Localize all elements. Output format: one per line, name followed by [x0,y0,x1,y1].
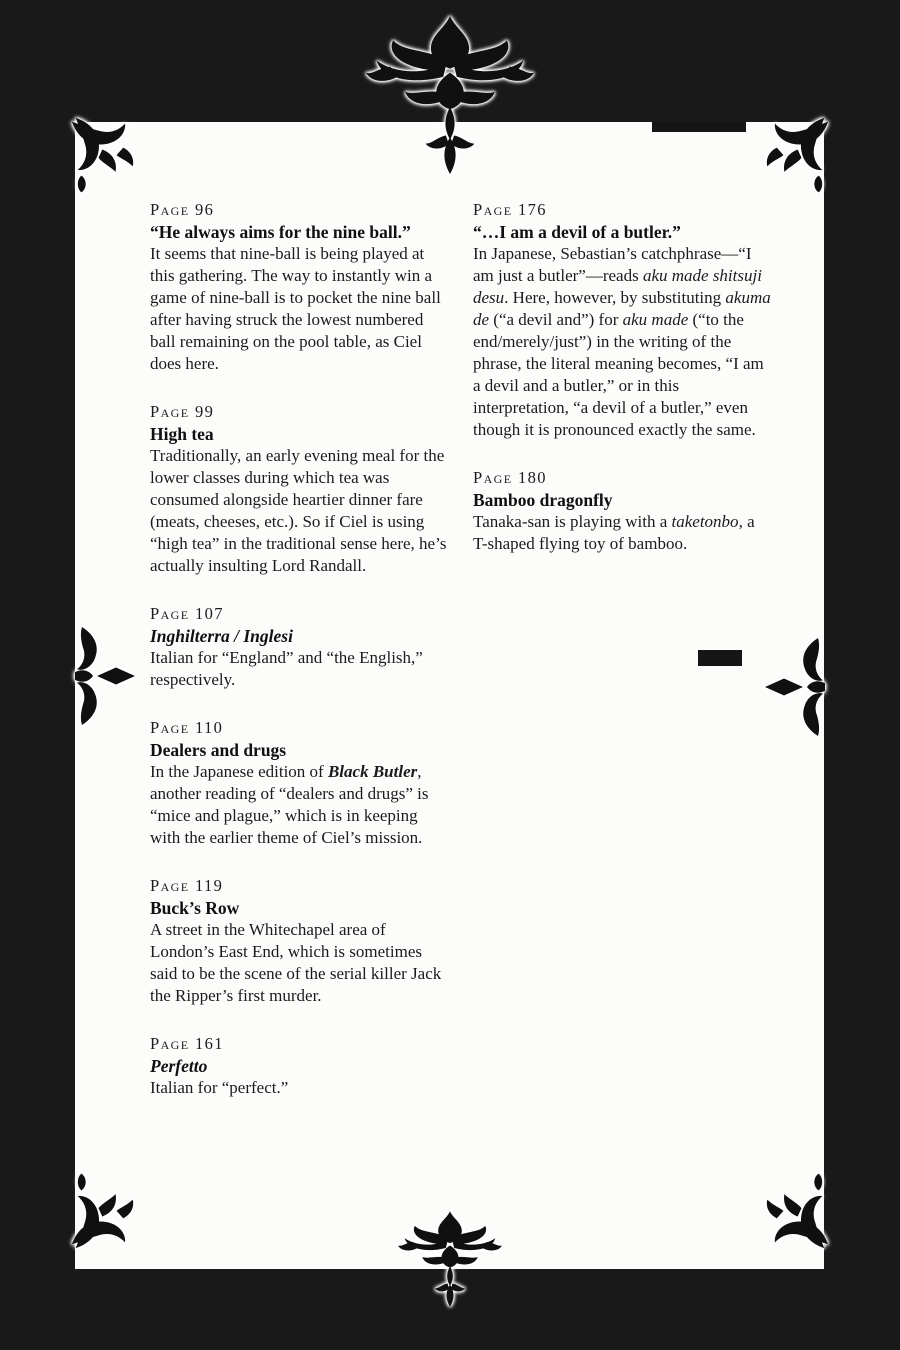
right-edge-mark [698,650,742,666]
note-body: In Japanese, Sebastian’s catchphrase—“I am just a butler”—reads aku made shitsuji desu. Here, however, by substituting akuma de (“a devil and”) for aku made (“to the end/merely/just”) in the writing of the phrase, the literal meaning becomes, “I am a devil and a butler,” or in this interpretation, “a devil of a butler,” even though it is pronounced exactly the same. [473,244,771,439]
corner-flourish-bottom-left-icon [70,1168,146,1250]
note-page-label: Page 176 [473,200,547,219]
note-page-label: Page 110 [150,718,224,737]
note-page-label: Page 119 [150,876,224,895]
note-page-label: Page 161 [150,1034,224,1053]
notes-column-left [150,199,452,1125]
top-edge-mark [652,122,746,132]
note-title: Dealers and drugs [150,740,287,760]
side-flourish-left-icon [73,627,137,725]
translation-note [473,199,773,441]
note-title: Perfetto [150,1056,208,1076]
damask-crest-bottom-icon [398,1210,502,1308]
note-body: Italian for “perfect.” [150,1078,289,1097]
notes-column-right [473,199,773,581]
note-title: Buck’s Row [150,898,240,918]
translation-note [150,603,452,691]
note-page-label: Page 99 [150,402,215,421]
translation-note [150,199,452,375]
translation-note [150,1033,452,1099]
side-flourish-right-icon [763,638,827,736]
note-title: “He always aims for the nine ball.” [150,222,411,242]
note-body: Tanaka-san is playing with a taketonbo, a T-shaped flying toy of bamboo. [473,512,755,553]
corner-flourish-top-right-icon [754,116,830,198]
note-body: In the Japanese edition of Black Butler, another reading of “dealers and drugs” is “mice and plague,” which is in keeping with the earlier theme of Ciel’s mission. [150,762,429,847]
translation-note [150,717,452,849]
note-body: Italian for “England” and “the English,” respectively. [150,648,423,689]
note-title: Inghilterra / Inglesi [150,626,293,646]
corner-flourish-top-left-icon [70,116,146,198]
corner-flourish-bottom-right-icon [754,1168,830,1250]
note-body: Traditionally, an early evening meal for the lower classes during which tea was consumed alongside heartier dinner fare (meats, cheeses, etc.). So if Ciel is using “high tea” in the traditional sense here, he’s actually insulting Lord Randall. [150,446,447,575]
note-page-label: Page 180 [473,468,547,487]
note-page-label: Page 107 [150,604,224,623]
note-title: Bamboo dragonfly [473,490,613,510]
translation-note [150,401,452,577]
translation-note [150,875,452,1007]
note-body: A street in the Whitechapel area of London’s East End, which is sometimes said to be the scene of the serial killer Jack the Ripper’s first murder. [150,920,442,1005]
translation-note [473,467,773,555]
note-page-label: Page 96 [150,200,215,219]
note-body: It seems that nine-ball is being played at this gathering. The way to instantly win a game of nine-ball is to pocket the nine ball after having struck the lowest numbered ball remaining on the pool table, as Ciel does here. [150,244,441,373]
damask-crest-top-icon [366,14,534,176]
note-title: “…I am a devil of a butler.” [473,222,681,242]
note-title: High tea [150,424,214,444]
